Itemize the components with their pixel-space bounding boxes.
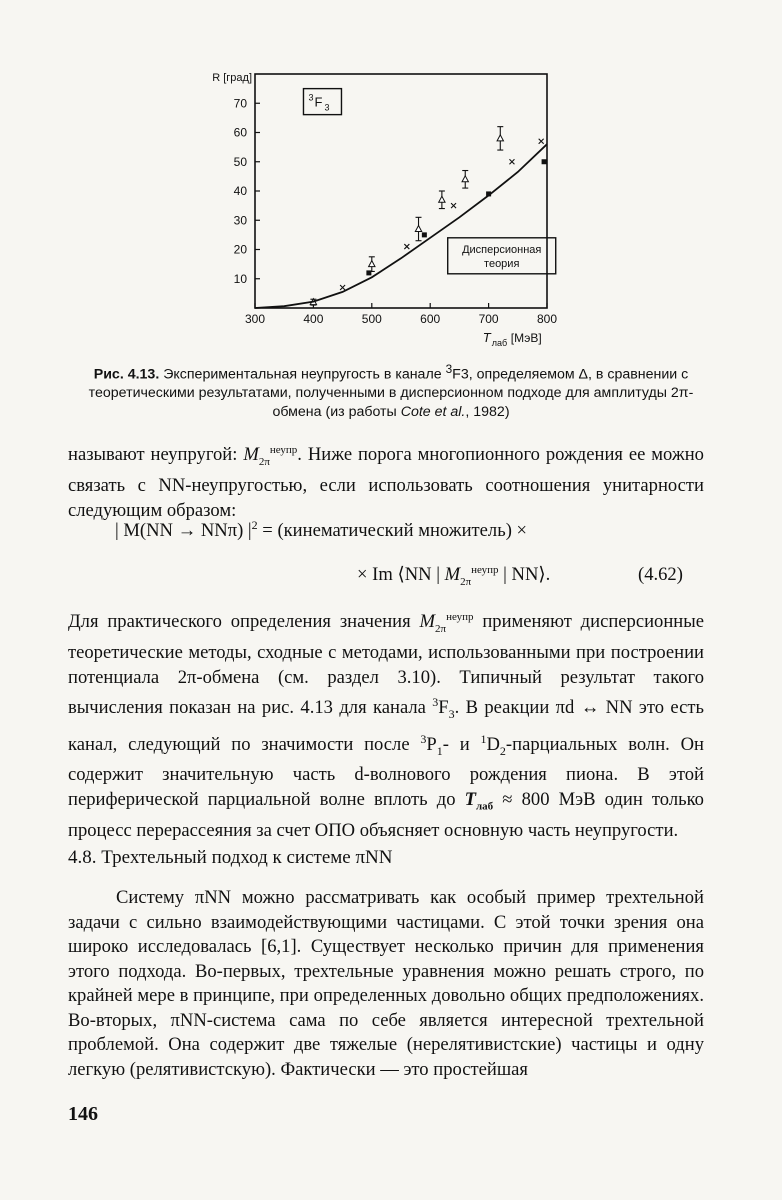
triangle-point xyxy=(497,135,503,141)
p2-h: -парциальных волн. Он содержит значительную часть d-волнового рождения пиона. В этой периферической парциальной волне вплоть до xyxy=(68,734,704,810)
cross-point xyxy=(539,139,544,144)
cross-point xyxy=(509,159,514,164)
channel-label-sub: 3 xyxy=(324,102,330,113)
equation-number: (4.62) xyxy=(638,564,683,585)
p2-a: Для практического определения значения xyxy=(68,611,411,633)
caption-fig: Рис. 4.13. xyxy=(93,366,160,383)
x-tick-label: 700 xyxy=(478,312,499,326)
p2-g-base: D xyxy=(486,734,500,755)
p2-t: T xyxy=(464,788,476,810)
paragraph-3: Систему πNN можно рассматривать как особый пример трехтельной задачи с сильно взаимодействующими частицами. С этой точки зрения она широко исследовалась [6,1]. Существует несколько причин для применения этого подхода. Во-первых, трехтельные уравнения можно решать строго, по крайней мере в принципе, при определенных довольно общих предположениях. Во-вторых, πNN-система сама по себе является интересной трехтельной проблемой. Она содержит две тяжелые (нерелятивистские) частицы и одну легкую (релятивистскую). Фактически — это простейшая xyxy=(68,887,704,1080)
x-axis-label-sub: лаб xyxy=(491,338,508,348)
p2-m: M xyxy=(419,611,436,633)
y-tick-label: 30 xyxy=(233,213,247,228)
p2-sup: неупр xyxy=(446,611,474,623)
page-number: 146 xyxy=(68,1103,98,1125)
paragraph-1 xyxy=(68,438,704,523)
theory-label-line1: Дисперсионная xyxy=(462,243,542,256)
p2-sub: 2π xyxy=(435,622,447,635)
triangle-point xyxy=(439,196,445,202)
p2-d: . В реакции πd ↔ NN это есть канал, следующий по значимости после xyxy=(68,697,704,755)
triangle-point xyxy=(369,261,375,267)
p2-g-sub: 2 xyxy=(499,743,506,758)
x-tick-label: 300 xyxy=(244,312,266,326)
eq2-m: M xyxy=(444,564,461,586)
channel-label-base: F xyxy=(314,94,323,110)
y-tick-label: 50 xyxy=(233,154,247,169)
eq2-sub: 2π xyxy=(460,575,472,588)
p2-c-sub: 3 xyxy=(448,707,455,722)
y-tick-label: 70 xyxy=(233,96,247,111)
cross-point xyxy=(340,285,345,290)
eq2-b: | NN⟩. xyxy=(498,564,551,586)
equation-line-2 xyxy=(357,564,550,588)
p2-t-sub: лаб xyxy=(476,800,494,813)
eq1-left: | M(NN → NNπ) | xyxy=(115,520,252,542)
x-tick-label: 400 xyxy=(303,312,324,326)
channel-label-sup: 3 xyxy=(308,92,314,103)
caption-text2: , определяемом Δ, в сравнении с теоретическими результатами, полученными в дисперсионном подходе для амплитуды 2π-обмена (из работы xyxy=(88,366,694,420)
y-tick-label: 20 xyxy=(233,242,247,257)
eq2-a: × Im ⟨NN | xyxy=(357,564,445,586)
plot-frame xyxy=(255,74,547,308)
p2-e-base: P xyxy=(426,734,437,755)
p2-b: применяют дисперсионные теоретические методы, сходные с методами, использованными при построении потенциала 2π-обмена (см. раздел 3.10). Типичный результат такого вычисления показан на рис. 4.13 для канала xyxy=(68,611,704,719)
theory-label-line2: теория xyxy=(484,257,520,270)
caption-ref: Cote et al. xyxy=(400,403,466,420)
p2-g-sup: 1 xyxy=(480,731,487,746)
triangle-point xyxy=(462,176,468,182)
p1-b: . Ниже порога многопионного рождения ее можно связать с NN-неупругостью, если использовать соотношения унитарности следующим образом: xyxy=(68,444,704,521)
eq1-right: = (кинематический множитель) × xyxy=(257,520,528,542)
p2-c-sup: 3 xyxy=(432,695,439,710)
p2-c-base: F xyxy=(438,697,449,719)
x-axis-label: T xyxy=(482,330,491,345)
triangle-point xyxy=(415,226,421,232)
p2-e-sub: 1 xyxy=(436,743,443,758)
y-tick-label: 40 xyxy=(233,184,247,198)
section-heading: 4.8. Трехтельный подход к системе πNN xyxy=(68,847,393,868)
square-point xyxy=(422,232,427,237)
paragraph-2 xyxy=(68,605,704,843)
caption-chan-base: F3 xyxy=(452,366,469,383)
figure-caption xyxy=(68,360,714,421)
y-tick-label: 60 xyxy=(233,125,247,140)
p2-f: - и xyxy=(442,734,470,755)
caption-text1: Экспериментальная неупругость в канале xyxy=(163,366,442,383)
square-point xyxy=(366,270,371,275)
x-tick-label: 600 xyxy=(420,312,441,326)
p2-e-sup: 3 xyxy=(420,731,427,746)
x-tick-label: 800 xyxy=(536,312,558,326)
eq2-sup: неупр xyxy=(471,564,499,576)
p1-sup: неупр xyxy=(269,444,298,456)
cross-point xyxy=(404,244,409,249)
p2-i: ≈ 800 МэВ один только процесс перерассеяния за счет ОПО объясняет основную часть неупругости. xyxy=(68,788,704,841)
square-point xyxy=(542,159,547,164)
inelasticity-chart xyxy=(180,62,580,362)
theory-curve xyxy=(255,144,547,308)
p1-m: M xyxy=(243,444,259,466)
x-tick-label: 500 xyxy=(361,312,382,326)
x-axis-unit: [МэВ] xyxy=(510,331,542,345)
equation-line-1 xyxy=(115,518,527,542)
y-axis-label: R [град] xyxy=(212,72,252,84)
caption-chan-sup: 3 xyxy=(445,362,453,376)
p1-a: называют неупругой: xyxy=(68,444,238,466)
p1-sub: 2π xyxy=(258,455,270,468)
cross-point xyxy=(451,203,456,208)
caption-ref-year: , 1982) xyxy=(465,403,510,420)
y-tick-label: 10 xyxy=(233,271,247,286)
eq1-pow: 2 xyxy=(251,518,258,532)
